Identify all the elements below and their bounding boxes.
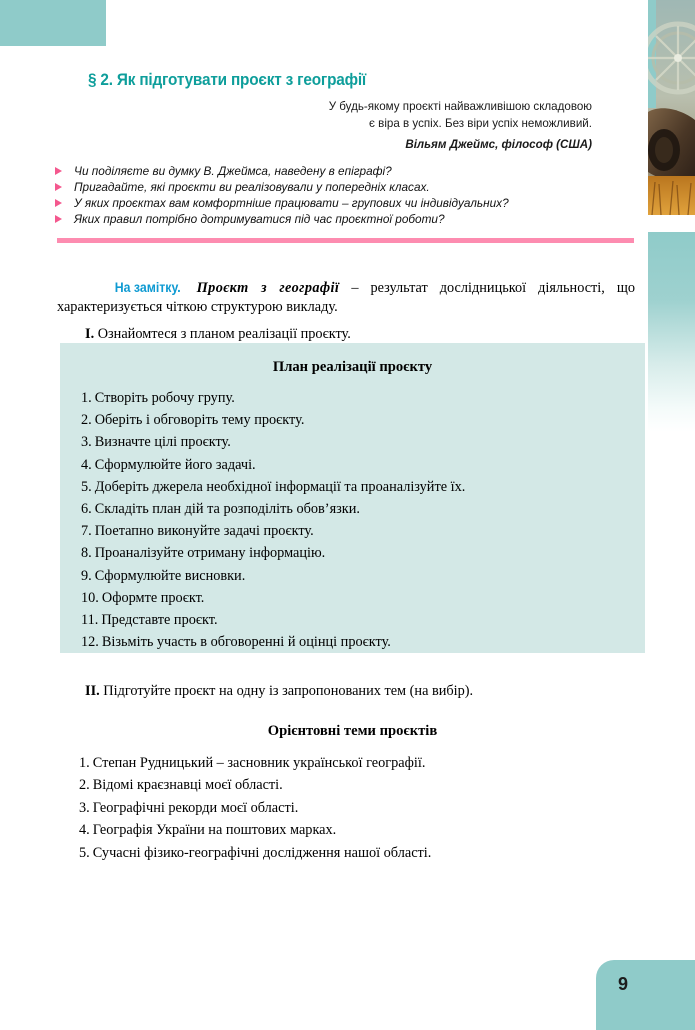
item-number: 4.: [81, 456, 92, 473]
plan-box: [60, 343, 645, 653]
list-item: [81, 454, 645, 476]
list-item: [55, 179, 635, 195]
compass-photo-decoration: [648, 0, 695, 215]
item-number: 2.: [79, 777, 90, 794]
list-item: [79, 819, 639, 841]
part-two-heading: [57, 682, 635, 701]
item-number: 9.: [81, 567, 92, 584]
list-item: [81, 476, 645, 498]
plan-list: [60, 387, 645, 653]
item-number: 11.: [81, 612, 99, 629]
question-text: Чи поділяєте ви думку В. Джеймса, наведену в епіграфі?: [74, 164, 392, 178]
item-number: 5.: [81, 478, 92, 495]
triangle-right-icon: [55, 215, 62, 223]
list-item: [81, 520, 645, 542]
pink-divider: [57, 238, 634, 243]
item-text: Географія України на поштових марках.: [92, 822, 337, 839]
item-number: 8.: [81, 545, 92, 562]
list-item: [79, 797, 639, 819]
item-number: 3.: [81, 434, 92, 451]
item-text: Поетапно виконуйте задачі проєкту.: [94, 523, 314, 540]
item-number: 6.: [81, 501, 92, 518]
list-item: [81, 542, 645, 564]
themes-list: [79, 752, 639, 864]
part-one-heading: [57, 325, 635, 344]
epigraph-line-1: У будь-якому проєкті найважливішою складовою: [328, 100, 592, 113]
epigraph-attribution: Вільям Джеймс, філософ (США): [405, 138, 592, 151]
part-two-numeral: II.: [85, 683, 100, 700]
list-item: [55, 163, 635, 179]
item-text: Доберіть джерела необхідної інформації та проаналізуйте їх.: [94, 478, 466, 495]
item-text: Відомі краєзнавці моєї області.: [92, 777, 283, 794]
question-text: Яких правил потрібно дотримуватися під час проєктної роботи?: [74, 212, 445, 227]
item-text: Сучасні фізико-географічні дослідження нашої області.: [92, 844, 432, 861]
part-one-text: Ознайомтеся з планом реалізації проєкту.: [94, 326, 351, 343]
note-term: Проєкт з географії: [196, 280, 340, 297]
item-number: 10.: [81, 589, 99, 606]
page-title: § 2. Як підготувати проєкт з географії: [88, 71, 367, 90]
list-item: [81, 609, 645, 631]
item-text: Проаналізуйте отриману інформацію.: [94, 545, 326, 562]
item-number: 3.: [79, 799, 90, 816]
item-number: 4.: [79, 822, 90, 839]
intro-question-list: [55, 163, 635, 227]
note-label: На замітку.: [114, 280, 181, 296]
item-text: Оберіть і обговоріть тему проєкту.: [94, 412, 305, 429]
list-item: [81, 565, 645, 587]
part-two-text: Підготуйте проєкт на одну із запропонованих тем (на вибір).: [99, 683, 474, 700]
item-text: Складіть план дій та розподіліть обов’язки.: [94, 501, 360, 518]
item-text: Географічні рекорди моєї області.: [92, 799, 299, 816]
item-number: 1.: [79, 755, 90, 771]
item-text: Сформулюйте висновки.: [94, 567, 246, 584]
list-item: [81, 498, 645, 520]
item-text: Визначте цілі проєкту.: [94, 434, 231, 451]
note-paragraph: [57, 278, 635, 317]
item-text: Візьміть участь в обговоренні й оцінці проєкту.: [101, 634, 391, 651]
list-item: [79, 842, 639, 864]
item-number: 12.: [81, 634, 99, 651]
question-text: Пригадайте, які проєкти ви реалізовували у попередніх класах.: [74, 180, 430, 195]
list-item: [81, 409, 645, 431]
item-text: Представте проєкт.: [101, 612, 218, 629]
item-text: Степан Рудницький – засновник української географії.: [92, 755, 426, 771]
question-text: У яких проєктах вам комфортніше працювати – групових чи індивідуальних?: [74, 196, 509, 211]
page-number: 9: [618, 974, 629, 994]
list-item: [81, 587, 645, 609]
epigraph: [232, 98, 592, 153]
themes-heading: Орієнтовні теми проєктів: [267, 723, 438, 739]
triangle-right-icon: [55, 199, 62, 207]
right-teal-gradient-strip: [648, 232, 695, 432]
item-text: Створіть робочу групу.: [94, 390, 235, 406]
item-number: 5.: [79, 844, 90, 861]
list-item: [79, 752, 639, 774]
list-item: [55, 211, 635, 227]
list-item: [81, 387, 645, 409]
plan-heading: План реалізації проєкту: [272, 359, 433, 375]
list-item: [79, 774, 639, 796]
item-text: Сформулюйте його задачі.: [94, 456, 256, 473]
list-item: [81, 631, 645, 653]
triangle-right-icon: [55, 167, 62, 175]
list-item: [55, 195, 635, 211]
item-number: 1.: [81, 390, 92, 406]
part-one-numeral: I.: [85, 326, 95, 343]
note-text: – результат дослідницької діяльності, що характеризується чіткою структурою викладу.: [57, 280, 636, 316]
epigraph-line-2: є віра в успіх. Без віри успіх неможливий.: [369, 117, 592, 130]
item-number: 7.: [81, 523, 92, 540]
item-number: 2.: [81, 412, 92, 429]
list-item: [81, 431, 645, 453]
item-text: Оформте проєкт.: [101, 589, 205, 606]
triangle-right-icon: [55, 183, 62, 191]
